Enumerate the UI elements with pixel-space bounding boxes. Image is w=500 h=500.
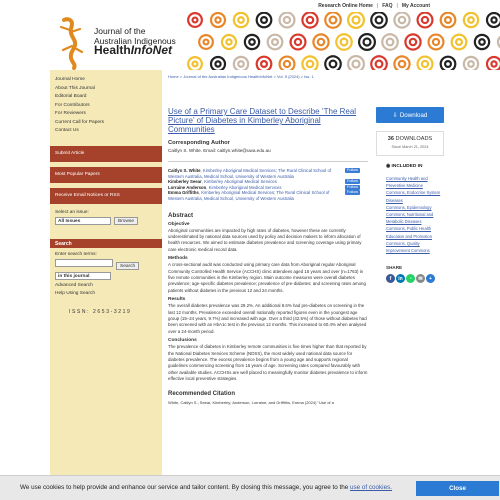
follow-button[interactable]: Follow <box>347 190 358 195</box>
methods-text: A cross-sectional audit was conducted using primary care data from Aboriginal regular Aboriginal Community Controlled Health Service (ACCHS) clinic attendees aged 15 years and over (n=1763) in five remote communities in the Kimberley region. Main outcome measures were overall diabetes prevalence; age-specific diabetes prevalence; prevalence of pre-diabetes; and screening rates among patients without diabetes in the previous 12 and 24 months. <box>168 262 366 293</box>
decorative-dot <box>423 18 427 22</box>
decorative-dot <box>319 40 323 44</box>
right-column <box>376 107 444 283</box>
decorative-dot <box>296 40 300 44</box>
objective-text: Aboriginal communities are impacted by high rates of diabetes, however these are currently underestimated by national data sources used by policy and decision makers to inform allocation of health resources. We aimed to estimate diabetes prevalence and screening coverage using primary care electronic medical record data. <box>168 227 362 252</box>
top-nav <box>318 3 430 9</box>
journal-logo-text[interactable] <box>94 27 176 56</box>
author-row <box>168 190 368 201</box>
share-icons <box>376 274 444 283</box>
menu-editorial-board[interactable]: Editorial Board <box>55 94 87 99</box>
included-link[interactable]: Commons, Public Health Education and Promotion <box>386 226 432 239</box>
linkedin-icon[interactable]: in <box>396 274 405 283</box>
decorative-dot <box>239 18 242 21</box>
decorative-dot <box>308 18 312 22</box>
search-scope-select[interactable]: in this journal <box>55 272 111 280</box>
decorative-dot <box>365 40 370 45</box>
included-icon: ◉ <box>386 164 392 169</box>
authors-list <box>168 168 368 202</box>
decorative-dot <box>446 18 450 22</box>
decorative-dot <box>434 40 438 44</box>
included-link[interactable]: Commons, Epidemiology <box>386 204 432 210</box>
menu-journal-home[interactable]: Journal Home <box>55 77 85 82</box>
submit-article-link[interactable]: Submit Article <box>50 146 162 162</box>
downloads-count: 36 <box>387 136 394 142</box>
decorative-dot <box>239 62 242 65</box>
article-title[interactable]: Use of a Primary Care Dataset to Describe ‘The Real Picture’ of Diabetes in Kimberley Aboriginal Communities <box>168 107 357 134</box>
conclusions-heading: Conclusions <box>168 338 197 344</box>
included-in-label: INCLUDED IN <box>391 164 423 169</box>
downloads-label: DOWNLOADS <box>395 136 433 142</box>
author-affiliation: , Kimberley Aboriginal Medical Services <box>201 179 277 185</box>
article-main <box>168 72 368 405</box>
corresponding-author: Caitlyn S. White. Email: caitlyn.white@uwa.edu.au <box>168 148 271 153</box>
author-affiliation: , Kimberley Aboriginal Medical Services; The Rural Clinical School of Western Australia, Medical School, University of Western Australia <box>168 190 330 201</box>
decorative-dot <box>228 41 231 44</box>
decorative-dot <box>194 63 197 66</box>
browse-button[interactable]: Browse <box>114 217 138 225</box>
objective-heading: Objective <box>168 221 190 227</box>
author-affiliation: , Kimberley Aboriginal Medical Services <box>206 184 282 190</box>
search-links <box>55 282 157 299</box>
search-input[interactable] <box>55 259 113 267</box>
nav-separator: | <box>396 3 398 9</box>
email-notices-link[interactable]: Receive Email Notices or RSS <box>50 188 162 204</box>
author-name[interactable]: Kimberley Seear <box>168 179 202 185</box>
decorative-dot <box>354 18 359 23</box>
faq-link[interactable]: FAQ <box>382 3 393 9</box>
issue-select[interactable]: All Issues <box>55 217 111 225</box>
logo-line1: Journal of the <box>94 26 146 36</box>
downloads-since: Since March 21, 2024 <box>391 145 429 149</box>
menu-for-reviewers[interactable]: For Reviewers <box>55 111 86 116</box>
decorative-dot <box>457 40 461 44</box>
whatsapp-icon[interactable]: ◔ <box>406 274 415 283</box>
email-icon[interactable]: ✉ <box>416 274 425 283</box>
decorative-dot <box>308 62 312 66</box>
facebook-icon[interactable]: f <box>386 274 395 283</box>
included-link[interactable]: Commons, Nutritional and Metabolic Diseases <box>386 212 434 225</box>
decorative-dot <box>400 62 404 66</box>
decorative-dot <box>480 40 483 43</box>
decorative-dot <box>285 62 289 66</box>
left-sidebar <box>50 70 162 486</box>
logo-health: Health <box>94 43 131 57</box>
abstract-heading: Abstract <box>168 211 194 219</box>
results-text: The overall diabetes prevalence was 29.2%. An additional 8.6% had pre-diabetes on screening in the last 12 months. Prevalence exceeded overall nationally reported figures even in the youngest age group (15–24 years, 9.7%) and increased with age. Over a third (42.5%) of those without diabetes had been screened with an HbA1c test in the previous 12 months. This increased to 60.4% when analysed over a 24-month period. <box>168 303 367 334</box>
conclusions-text: The prevalence of diabetes in Kimberley remote communities is five times higher than that reported by the National Diabetes Services Scheme (NDSS), the most widely used national data source for diabetes prevalence. The excess prevalence begins from a young age and supports regional guidelines commencing screening from 15 years of age. Screening rates compared favourably with other available studies. ACCHSs are well placed to meaningfully monitor diabetes prevalence to inform effective local preventive strategies. <box>168 344 368 382</box>
recommended-citation-text: White, Caitlyn S.; Seear, Kimberley; Anderson, Lorraine; and Griffiths, Emma (2024) "Use of a <box>168 399 334 405</box>
research-online-home-link[interactable]: Research Online Home <box>318 3 373 9</box>
journal-header <box>0 12 500 70</box>
logo-line3 <box>94 43 176 57</box>
decorative-dot <box>469 62 472 65</box>
search-block <box>50 248 162 315</box>
author-affiliation: , Kimberley Aboriginal Medical Services; The Rural Clinical School of Western Australia, Medical School, University of Western Australia <box>168 168 332 179</box>
decorative-dot <box>377 18 382 23</box>
decorative-dot <box>331 18 336 23</box>
results-heading: Results <box>168 297 186 303</box>
download-icon: ⇩ <box>392 111 398 119</box>
decorative-dot <box>194 19 197 22</box>
most-popular-papers-link[interactable]: Most Popular Papers <box>50 167 162 183</box>
cookie-policy-link[interactable]: use of cookies. <box>349 484 392 491</box>
search-heading: Search <box>50 239 162 248</box>
logo-infonet: InfoNet <box>130 43 173 57</box>
cookie-close-button[interactable]: Close <box>416 481 499 496</box>
recommended-citation-heading: Recommended Citation <box>168 390 236 397</box>
more-share-icon[interactable]: + <box>426 274 435 283</box>
downloads-box <box>376 131 444 156</box>
methods-heading: Methods <box>168 256 188 262</box>
cookie-message <box>20 484 392 491</box>
author-name[interactable]: Emma Griffiths <box>168 190 199 196</box>
divider <box>168 161 368 162</box>
included-link[interactable]: Community Health and Preventive Medicine <box>386 176 428 189</box>
select-issue-label: Select an issue: <box>55 209 89 215</box>
download-button[interactable] <box>376 107 444 123</box>
journal-menu <box>50 70 162 136</box>
cookie-text: We use cookies to help provide and enhance our service and tailor content. By closing this message, you agree to the <box>20 484 350 491</box>
menu-contact-us[interactable]: Contact Us <box>55 128 79 133</box>
decorative-dot <box>250 40 253 43</box>
decorative-dot <box>400 18 404 22</box>
decorative-dot-pattern <box>185 12 500 70</box>
search-label: Enter search terms: <box>55 251 97 257</box>
author-name[interactable]: Lorraine Anderson <box>168 184 207 190</box>
menu-for-contributors[interactable]: For Contributors <box>55 102 90 108</box>
decorative-dot <box>285 18 289 22</box>
included-link[interactable]: Commons, Quality Improvement Commons <box>386 240 430 254</box>
decorative-dot <box>388 40 393 45</box>
decorative-dot <box>411 40 415 44</box>
menu-about[interactable]: About This Journal <box>55 85 95 91</box>
select-issue-block <box>50 204 162 225</box>
decorative-dot <box>217 19 220 22</box>
advanced-search-link[interactable]: Advanced Search <box>55 282 93 288</box>
decorative-dot <box>262 62 266 66</box>
issn: ISSN: 2653-3219 <box>69 308 132 315</box>
decorative-dot <box>262 18 266 22</box>
included-link[interactable]: Commons, Endocrine System Diseases <box>386 190 441 203</box>
decorative-dot <box>423 62 427 66</box>
cookie-banner <box>0 475 500 500</box>
search-button[interactable]: Search <box>116 262 139 270</box>
decorative-dot <box>377 62 382 67</box>
author-row <box>168 168 368 179</box>
decorative-dot <box>493 19 496 22</box>
decorative-dot <box>217 63 220 66</box>
nav-separator: | <box>376 3 379 9</box>
author-name[interactable]: Caitlyn S. White <box>168 168 201 173</box>
lizard-logo-icon[interactable] <box>50 14 92 70</box>
follow-button[interactable]: Follow <box>347 184 358 189</box>
my-account-link[interactable]: My Account <box>401 3 430 9</box>
decorative-dot <box>493 63 496 66</box>
included-in-heading <box>376 164 444 169</box>
decorative-dot <box>342 40 347 45</box>
decorative-dot <box>469 18 472 21</box>
help-search-link[interactable]: Help Using Search <box>55 291 95 296</box>
included-in-list <box>376 175 444 254</box>
decorative-dot <box>331 62 336 67</box>
corresponding-author-heading: Corresponding Author <box>168 140 230 146</box>
share-heading: SHARE <box>386 265 403 271</box>
download-label: Download <box>399 111 428 119</box>
decorative-dot <box>354 62 359 67</box>
logo-line2: Australian Indigenous <box>94 35 176 46</box>
breadcrumb[interactable]: Home > Journal of the Australian Indigenous HealthInfoNet > Vol. 5 (2024) > Iss. 1 <box>168 74 314 79</box>
decorative-dot <box>446 62 450 66</box>
top-bar <box>0 0 500 12</box>
downloads-count-line <box>377 136 443 142</box>
decorative-dot <box>273 40 277 44</box>
follow-button[interactable]: Follow <box>347 168 358 172</box>
decorative-dot <box>205 41 208 44</box>
follow-button[interactable]: Follow <box>347 179 358 184</box>
menu-call-for-papers[interactable]: Current Call for Papers <box>55 119 105 125</box>
